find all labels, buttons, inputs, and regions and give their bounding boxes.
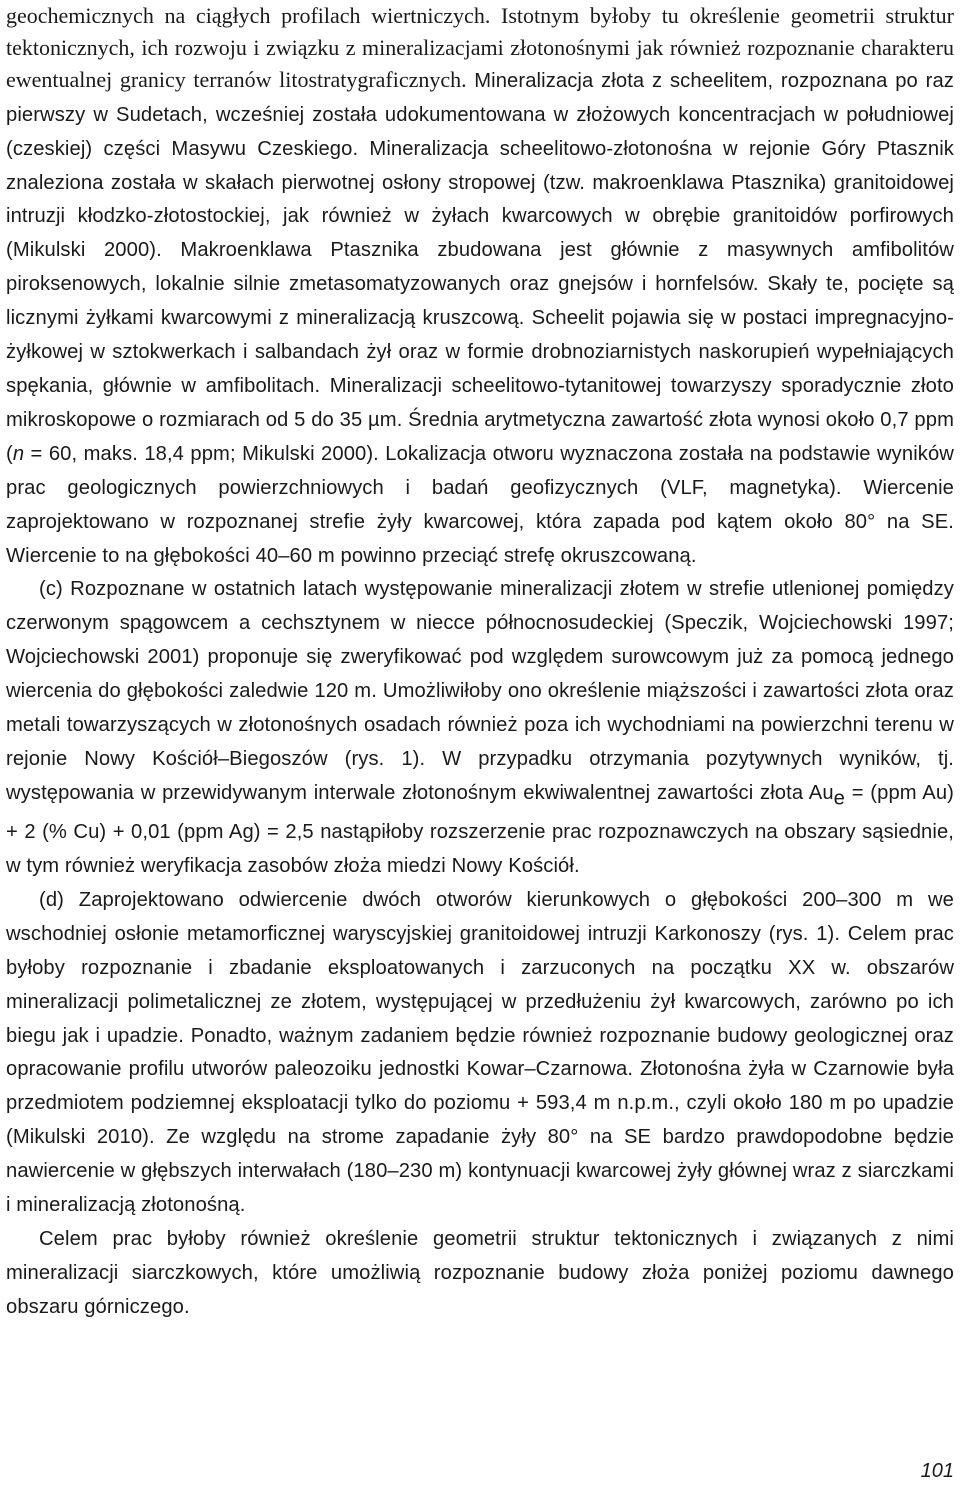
paragraph-2-tail: = (ppm Au) + 2 (% Cu) + 0,01 (ppm Ag) = 2,5 nastąpiłoby rozszerzenie prac rozpoznawczych na obszary sąsiednie, w tym również weryfikacja zasobów złoża miedzi Nowy Kościół.	[6, 781, 955, 878]
paragraph-3-body: (d) Zaprojektowano odwiercenie dwóch otworów kierunkowych o głębokości 200–300 m we wschodniej osłonie metamorficznej waryscyjskiej granitoidowej intruzji Karkonoszy (rys. 1). Celem prac byłoby rozpoznanie i zbadanie eksploatowanych i zarzuconych na początku XX w. obszarów mineralizacji polimetalicznej ze złotem, występującej w przedłużeniu żył kwarcowych, zarówno po ich biegu jak i upadzie. Ponadto, ważnym zadaniem będzie również rozpoznanie budowy geologicznej oraz opracowanie profilu utworów paleozoiku jednostki Kowar–Czarnowa. Złotonośna żyła w Czarnowie była przedmiotem podziemnej eksploatacji tylko do poziomu + 593,4 m n.p.m., czyli około 180 m po upadzie (Mikulski 2010). Ze względu na strome zapadanie żyły 80° na SE bardzo prawdopodobne będzie nawiercenie w głębszych interwałach (180–230 m) kontynuacji kwarcowej żyły głównej wraz z siarczkami i mineralizacją złotonośną.	[6, 888, 954, 1217]
paragraph-1-continuation: geochemicznych na ciągłych profilach wiertniczych. Istotnym byłoby tu określenie geometrii struktur tektonicznych, ich rozwoju i związku z mineralizacjami złotonośnymi jak również rozpoznanie charakteru ewentualnej granicy terranów litostratygraficznych.	[6, 3, 954, 92]
paragraph-1-tail: = 60, maks. 18,4 ppm; Mikulski 2000). Lokalizacja otworu wyznaczona została na podstawie wyników prac geologicznych powierzchniowych i badań geofizycznych (VLF, magnetyka). Wiercenie zaprojektowano w rozpoznanej strefie żyły kwarcowej, która zapada pod kątem około 80° na SE. Wiercenie to na głębokości 40–60 m powinno przeciąć strefę okruszcowaną.	[6, 442, 954, 567]
equivalent-subscript: e	[833, 787, 845, 810]
paragraph-2	[6, 572, 954, 883]
paragraph-2-body: (c) Rozpoznane w ostatnich latach występowanie mineralizacji złotem w strefie utlenionej pomiędzy czerwonym spągowcem a cechsztynem w niecce północnosudeckiej (Speczik, Wojciechowski 1997; Wojciechowski 2001) proponuje się zweryfikować pod względem surowcowym już za pomocą jednego wiercenia do głębokości zaledwie 120 m. Umożliwiłoby ono określenie miąższości i zawartości złota oraz metali towarzyszących w złotonośnych osadach również poza ich wychodniami na powierzchni terenu w rejonie Nowy Kościół–Biegoszów (rys. 1). W przypadku otrzymania pozytywnych wyników, tj. występowania w przewidywanym interwale złotonośnym ekwiwalentnej zawartości złota Au	[6, 578, 954, 804]
page-number: 101	[920, 1460, 954, 1482]
document-page	[6, 0, 954, 1324]
paragraph-4-body: Celem prac byłoby również określenie geometrii struktur tektonicznych i związanych z nimi mineralizacji siarczkowych, które umożliwią rozpoznanie budowy złoża poniżej poziomu dawnego obszaru górniczego.	[6, 1228, 954, 1318]
paragraph-1-body: Mineralizacja złota z scheelitem, rozpoznana po raz pierwszy w Sudetach, wcześniej została udokumentowana w złożowych koncentracjach w południowej (czeskiej) części Masywu Czeskiego. Mineralizacja scheelitowo-złotonośna w rejonie Góry Ptasznik znaleziona została w skałach pierwotnej osłony stropowej (tzw. makroenklawa Ptasznika) granitoidowej intruzji kłodzko-złotostockiej, jak również w żyłach kwarcowych w obrębie granitoidów porfirowych (Mikulski 2000). Makroenklawa Ptasznika zbudowana jest głównie z masywnych amfibolitów piroksenowych, lokalnie silnie zmetasomatyzowanych oraz gnejsów i hornfelsów. Skały te, pocięte są licznymi żyłkami kwarcowymi z mineralizacją kruszcową. Scheelit pojawia się w postaci impregnacyjno-żyłkowej w sztokwerkach i salbandach żył oraz w formie drobnoziarnistych naskorupień wypełniających spękania, głównie w amfibolitach. Mineralizacji scheelitowo-tytanitowej towarzyszy sporadycznie złoto mikroskopowe o rozmiarach od 5 do 35 µm. Średnia arytmetyczna zawartość złota wynosi około 0,7 ppm (	[6, 69, 954, 465]
paragraph-3	[6, 883, 954, 1222]
paragraph-1	[6, 0, 954, 572]
paragraph-4	[6, 1222, 954, 1324]
sample-count-symbol: n	[12, 442, 25, 465]
